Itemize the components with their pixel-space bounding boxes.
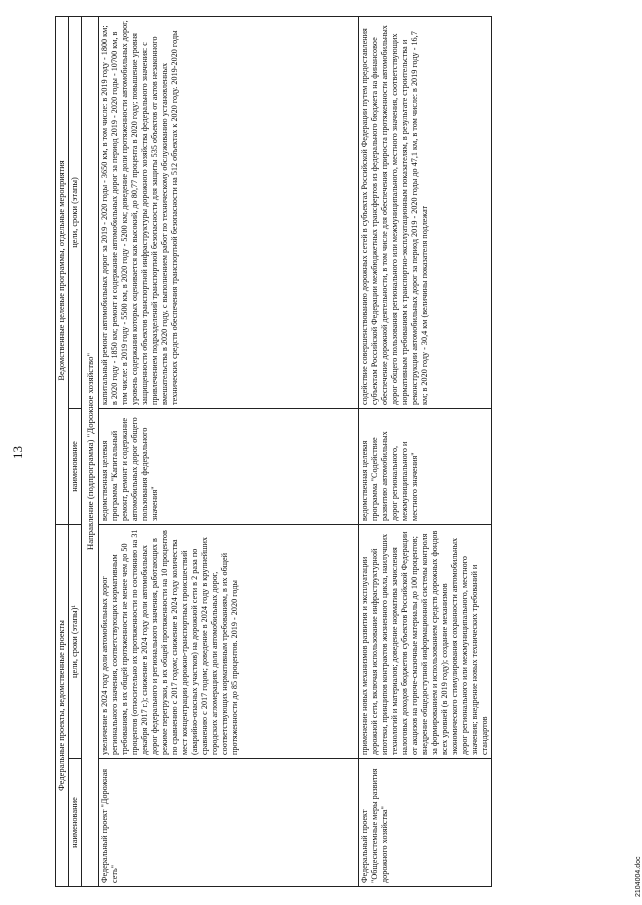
- header-group-row: [56, 16, 69, 886]
- header-col-name: наименование: [69, 759, 82, 887]
- project-goals: увеличение в 2024 году доли автомобильных дорог регионального значения, соответствующих нормативным требованиям, в их общей протяженности не менее чем до 50 процентов (относительно их протяженности по состоянию на 31 декабря 2017 г.); снижение в 2024 году доли автомобильных дорог федерального и регионального значения, работающих в режиме перегрузки, в их общей протяженности на 10 процентов по сравнению с 2017 годом; снижение в 2024 году количества мест концентрации дорожно-транспортных происшествий (аварийно-опасных участков) на дорожной сети в 2 раза по сравнению с 2017 годом; доведение в 2024 году в крупнейших городских агломерациях доли автомобильных дорог, соответствующих нормативным требованиям, в их общей протяженности до 85 процентов. 2019 - 2020 годы: [99, 524, 359, 758]
- header-col-name-right: наименование: [69, 408, 82, 524]
- program-name: ведомственная целевая программа "Содействие развитию автомобильных дорог регионального, межмуниципального и местного значения": [359, 408, 492, 524]
- page-number: 13: [10, 446, 25, 459]
- header-col-goals-right: цели, сроки (этапы): [69, 16, 82, 408]
- header-col-goals-left: цели, сроки (этапы)¹: [69, 524, 82, 758]
- header-group-left: Федеральные проекты, ведомственные проекты: [56, 524, 69, 886]
- project-name: Федеральный проект "Общесистемные меры развития дорожного хозяйства": [359, 759, 492, 887]
- program-goals: содействие совершенствованию дорожных сетей в субъектах Российской Федерации путем предоставления субъектам Российской Федерации межбюджетных трансфертов из федерального бюджета на финансовое обеспечение дорожной деятельности, в том числе для обеспечения прироста протяженности автомобильных дорог общего пользования регионального или межмуниципального, местного значения, соответствующих нормативным требованиям к транспортно-эксплуатационным показателям, в результате строительства и реконструкции автомобильных дорог за период 2019 - 2020 годы до 47,1 км, в том числе: в 2019 году - 16,7 км; в 2020 году - 30,4 км (величины показателя подлежат: [359, 16, 492, 408]
- document-table: [55, 16, 492, 887]
- program-name: ведомственная целевая программа "Капитальный ремонт, ремонт и содержание автомобильных дорог общего пользования федерального значения": [99, 408, 359, 524]
- document-code: 2104004.doc: [635, 856, 642, 897]
- project-goals: применение новых механизмов развития и эксплуатации дорожной сети, включая использование инфраструктурной ипотеки, принципов контрактов жизненного цикла, наилучших технологий и материалов; доведение норматива зачисления налоговых доходов бюджетов субъектов Российской Федерации от акцизов на горюче-смазочные материалы до 100 процентов; внедрение общедоступной информационной системы контроля за формированием и использованием средств дорожных фондов всех уровней (в 2019 году); создание механизмов экономического стимулирования сохранности автомобильных дорог регионального или межмуниципального, местного значения; внедрение новых технических требований и стандартов: [359, 524, 492, 758]
- section-title: Направление (подпрограмма) "Дорожное хозяйство": [82, 16, 99, 886]
- header-col-row: [69, 16, 82, 886]
- project-name: Федеральный проект "Дорожная сеть": [99, 759, 359, 887]
- table-row: [99, 16, 359, 886]
- section-row: [82, 16, 99, 886]
- header-group-right: Ведомственные целевые программы, отдельные мероприятия: [56, 16, 69, 524]
- program-goals: капитальный ремонт автомобильных дорог за 2019 - 2020 годы - 3650 км, в том числе: в 2019 году - 1800 км; в 2020 году - 1850 км; ремонт и содержание автомобильных дорог за период 2019 - 2020 годы - 10700 км, в том числе: в 2019 году - 5500 км, в 2020 году - 5200 км; доведение доли протяженности автомобильных дорог, уровень содержания которых оценивается как высокий, до 80,77 процента в 2020 году; повышение уровня защищенности объектов транспортной инфраструктуры дорожного хозяйства федерального значения: с привлечением подразделений транспортной безопасности для защиты 535 объектов от актов незаконного вмешательства в 2020 году, с выполнением работ по техническому обслуживанию установленных технических средств обеспечения транспортной безопасности на 512 объектах к 2020 году. 2019-2020 годы: [99, 16, 359, 408]
- table-row: [359, 16, 492, 886]
